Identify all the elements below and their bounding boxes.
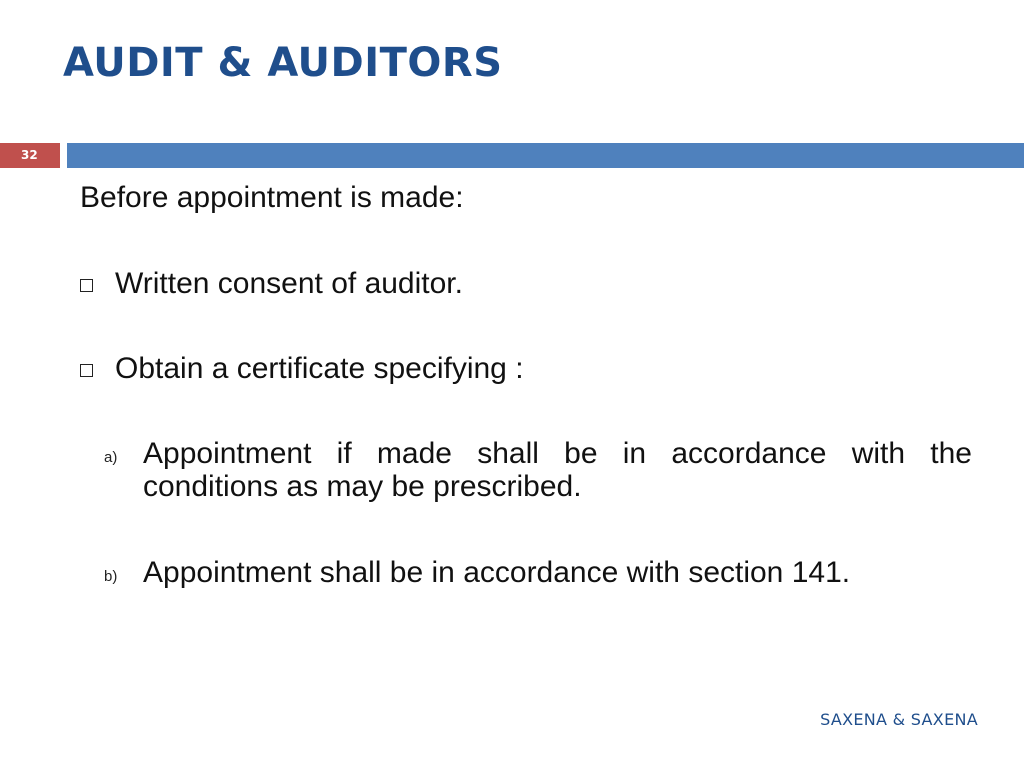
slide-title: AUDIT & AUDITORS — [63, 40, 503, 86]
footer-brand: SAXENA & SAXENA — [820, 710, 978, 729]
sub-item-marker: a) — [104, 449, 118, 466]
sub-item-text: Appointment if made shall be in accordance with the conditions as may be prescribed. — [143, 437, 972, 503]
square-bullet-icon — [80, 279, 93, 292]
sub-item-text: Appointment shall be in accordance with section 141. — [143, 556, 851, 589]
slide-number: 32 — [0, 143, 60, 168]
square-bullet-icon — [80, 364, 93, 377]
sub-item-marker: b) — [104, 568, 118, 585]
sub-item-a — [104, 437, 972, 503]
bullet-text: Written consent of auditor. — [115, 267, 463, 300]
intro-text: Before appointment is made: — [80, 181, 464, 214]
bullet-item-written-consent — [80, 266, 463, 302]
bullet-item-obtain-certificate — [80, 351, 524, 387]
header-bar — [67, 143, 1024, 168]
sub-item-b — [104, 556, 972, 595]
bullet-text: Obtain a certificate specifying : — [115, 352, 524, 385]
